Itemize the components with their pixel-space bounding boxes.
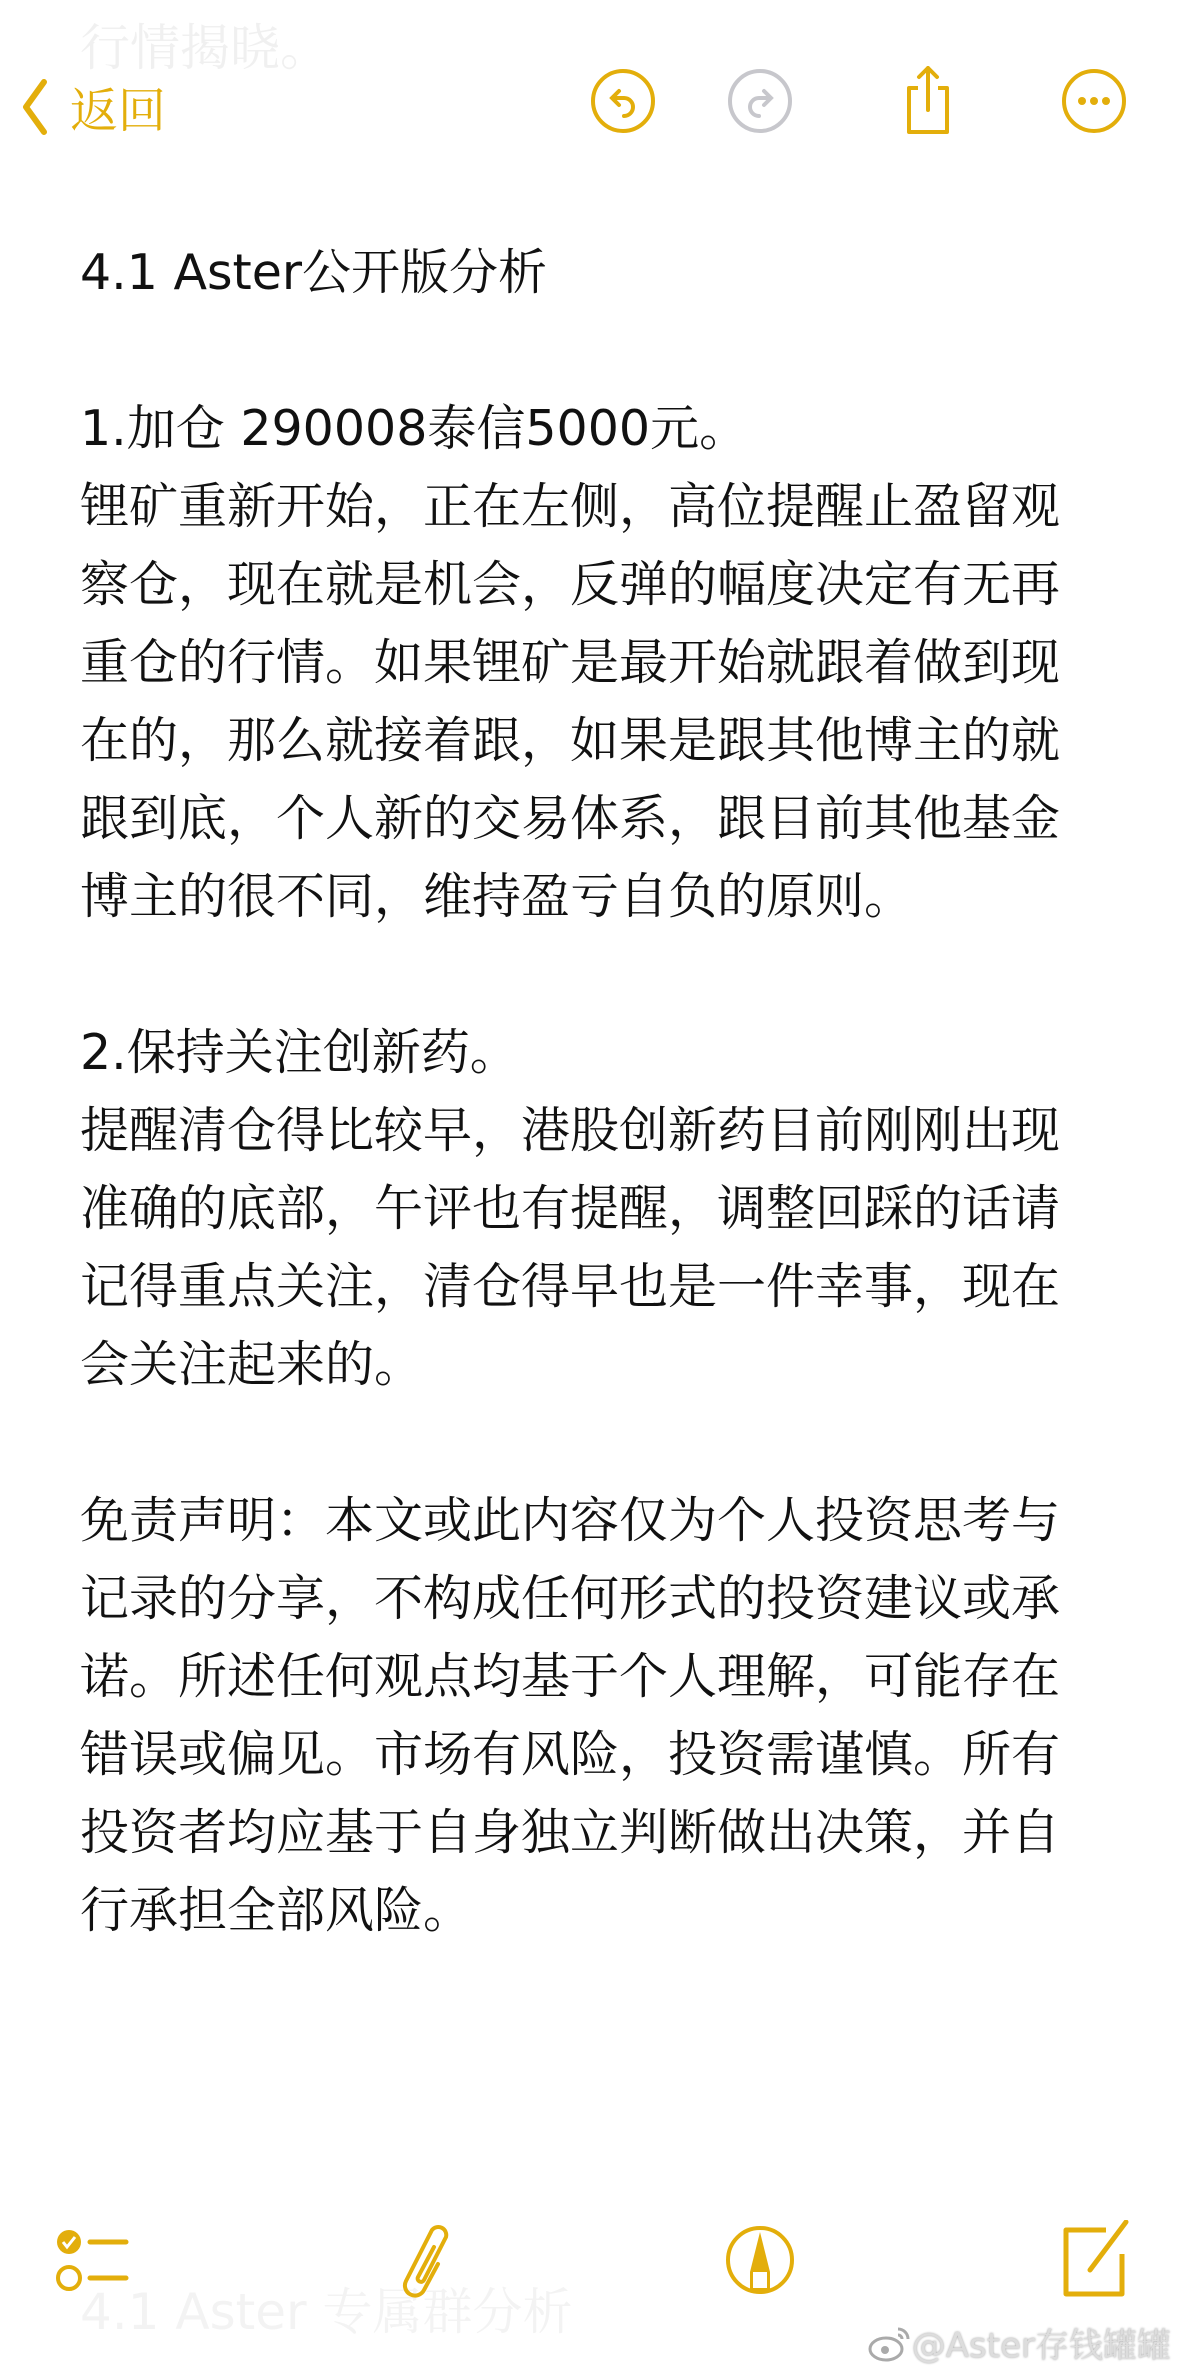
compose-icon[interactable] [1054,2220,1134,2300]
text-line: 投资者均应基于自身独立判断做出决策，并自 [80,1804,1061,1861]
faded-next-text: 4.1 Aster 专属群分析 [80,2283,573,2341]
blank-line [80,312,1120,390]
back-button[interactable] [22,72,166,141]
watermark-text: @Aster存钱罐罐 [911,2326,1171,2366]
back-label: 返回 [70,83,167,139]
text-line: 提醒清仓得比较早，港股创新药目前刚刚出现 [80,1102,1061,1159]
blank-line [80,1404,1120,1482]
text-line: 跟到底，个人新的交易体系，跟目前其他基金 [80,790,1061,847]
weibo-logo-icon [868,2323,912,2363]
bottom-toolbar [0,2220,1179,2310]
note-body[interactable] [80,234,1120,1950]
attachment-icon[interactable] [388,2220,468,2300]
text-line: 1.加仓 290008泰信5000元。 [80,400,749,457]
text-line: 诺。所述任何观点均基于个人理解，可能存在 [80,1648,1061,1705]
text-line: 记得重点关注，清仓得早也是一件幸事，现在 [80,1258,1061,1315]
more-icon[interactable] [1059,66,1129,136]
blank-line [80,936,1120,1014]
text-line: 锂矿重新开始，正在左侧，高位提醒止盈留观 [80,478,1061,535]
share-icon[interactable] [893,66,963,136]
text-line: 在的，那么就接着跟，如果是跟其他博主的就 [80,712,1061,769]
chevron-left-icon [22,79,48,135]
watermark [868,2318,1171,2367]
text-line: 4.1 Aster公开版分析 [80,244,548,301]
redo-icon[interactable] [725,66,795,136]
text-line: 记录的分享，不构成任何形式的投资建议或承 [80,1570,1061,1627]
text-line: 重仓的行情。如果锂矿是最开始就跟着做到现 [80,634,1061,691]
markup-icon[interactable] [720,2220,800,2300]
text-line: 会关注起来的。 [80,1336,424,1393]
faded-scrolled-text: 行情揭晓。 [80,19,330,77]
text-line: 察仓，现在就是机会，反弹的幅度决定有无再 [80,556,1061,613]
text-line: 博主的很不同，维持盈亏自负的原则。 [80,868,914,925]
text-line: 准确的底部，午评也有提醒，调整回踩的话请 [80,1180,1061,1237]
text-line: 2.保持关注创新药。 [80,1024,519,1081]
text-line: 错误或偏见。市场有风险，投资需谨慎。所有 [80,1726,1061,1783]
undo-icon[interactable] [588,66,658,136]
checklist-icon[interactable] [52,2220,132,2300]
text-line: 行承担全部风险。 [80,1882,473,1939]
text-line: 免责声明：本文或此内容仅为个人投资思考与 [80,1492,1061,1549]
nav-bar [0,50,1179,150]
